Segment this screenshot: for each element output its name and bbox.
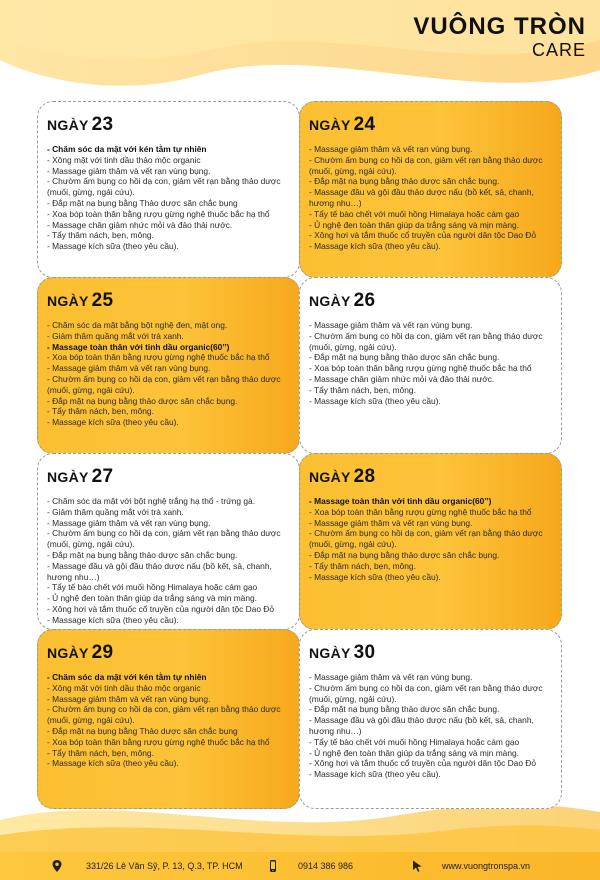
treatment-item: - Massage giảm thâm và vết rạn vùng bụng. <box>47 517 211 528</box>
treatment-item: - Đắp mặt nạ bụng bằng thảo dược săn chắc bụng. <box>309 352 500 363</box>
treatment-item: - Xông mặt với tinh dầu thảo mộc organic <box>47 154 201 165</box>
day-card-27 <box>37 453 300 630</box>
treatment-item: - Chườm ấm bụng co hồi dạ con, giảm vết rạn bằng thảo dược (muối, gừng, ngải cứu). <box>47 373 281 395</box>
day-title: NGÀY 30 <box>309 642 376 663</box>
treatment-item: - Massage giảm thâm và vết rạn vùng bụng. <box>309 672 473 682</box>
treatment-list <box>309 672 555 780</box>
treatment-item: - Massage giảm thâm và vết rạn vùng bụng. <box>309 320 473 330</box>
treatment-item: - Massage toàn thân với tinh dầu organic(60’’) <box>309 496 492 506</box>
day-title: NGÀY 25 <box>47 290 114 311</box>
treatment-item: - Đắp mặt nạ bụng bằng thảo dược săn chắc bụng. <box>309 549 500 560</box>
footer-website <box>410 859 530 873</box>
treatment-item: - Giảm thâm quầng mắt với trà xanh. <box>47 330 184 341</box>
treatment-list <box>47 672 293 769</box>
day-title: NGÀY 28 <box>309 466 376 487</box>
website-link[interactable]: www.vuongtronspa.vn <box>442 861 531 871</box>
brand-title: VUÔNG TRÒN <box>413 13 586 40</box>
treatment-list <box>47 320 293 428</box>
cursor-icon <box>410 859 424 873</box>
treatment-list <box>309 144 555 252</box>
treatment-item: - Massage đầu và gội đầu thảo dược nấu (bồ kết, sả, chanh, hương nhu…) <box>47 560 272 582</box>
treatment-item: - Massage kích sữa (theo yêu cầu). <box>47 417 179 428</box>
day-card-29 <box>37 629 300 809</box>
day-title: NGÀY 23 <box>47 114 114 135</box>
day-card-30 <box>299 629 562 809</box>
treatment-item: - Massage giảm thâm và vết rạn vùng bụng. <box>47 363 211 374</box>
treatment-item: - Massage kích sữa (theo yêu cầu). <box>309 241 441 252</box>
day-card-26 <box>299 277 562 454</box>
address-text: 331/26 Lê Văn Sỹ, P. 13, Q.3, TP. HCM <box>86 861 243 871</box>
treatment-item: - Xoa bóp toàn thân bằng rượu gừng nghệ thuốc bắc hạ thổ <box>47 352 270 363</box>
location-pin-icon <box>50 859 64 873</box>
treatment-item: - Tẩy tế bào chết với muối hồng Himalaya hoặc cám gạo <box>309 736 520 747</box>
day-title: NGÀY 29 <box>47 642 114 663</box>
treatment-item: - Xoa bóp toàn thân bằng rượu gừng nghệ thuốc bắc hạ thổ <box>47 736 270 747</box>
treatment-item: - Tẩy thâm nách, bẹn, mông. <box>309 560 416 571</box>
treatment-item: - Xông mặt với tinh dầu thảo mộc organic <box>47 682 201 693</box>
treatment-item: - Massage chân giảm nhức mỏi và đảo thải nước. <box>47 219 233 230</box>
brand-subtitle: CARE <box>531 40 586 60</box>
treatment-list <box>309 496 555 582</box>
treatment-item: - Đắp mặt nạ bụng bằng Thảo dược săn chắc bụng <box>47 725 238 736</box>
treatment-item: - Chườm ấm bụng co hồi dạ con, giảm vết rạn bằng thảo dược (muối, gừng, ngải cứu). <box>309 528 543 550</box>
treatment-item: - Chăm sóc da mặt với kén tằm tự nhiên <box>47 144 207 154</box>
treatment-item: - Chườm ấm bụng co hồi dạ con, giảm vết rạn bằng thảo dược (muối, gừng, ngải cứu). <box>309 154 543 176</box>
treatment-item: - Ủ nghệ đen toàn thân giúp da trắng sáng và mịn màng. <box>309 219 519 230</box>
footer-bar <box>0 852 600 880</box>
treatment-item: - Massage kích sữa (theo yêu cầu). <box>309 395 441 406</box>
treatment-item: - Xoa bóp toàn thân bằng rượu gừng nghệ thuốc bắc hạ thổ <box>309 363 532 374</box>
day-title: NGÀY 24 <box>309 114 376 135</box>
treatment-item: - Massage giảm thâm và vết rạn vùng bụng. <box>47 693 211 704</box>
treatment-item: - Xoa bóp toàn thân bằng rượu gừng nghệ thuốc bắc hạ thổ <box>309 506 532 517</box>
day-title: NGÀY 26 <box>309 290 376 311</box>
treatment-item: - Massage giảm thâm và vết rạn vùng bụng. <box>309 517 473 528</box>
day-card-25 <box>37 277 300 454</box>
treatment-item: - Đắp mặt nạ bụng bằng thảo dược săn chắc bụng. <box>309 176 500 187</box>
treatment-item: - Đắp mặt nạ bụng bằng thảo dược săn chắc bụng. <box>309 704 500 715</box>
treatment-item: - Chăm sóc da mặt với bột nghệ trắng hạ thổ - trứng gà. <box>47 496 256 506</box>
day-title: NGÀY 27 <box>47 466 114 487</box>
treatment-item: - Đắp mặt nạ bụng bằng thảo dược săn chắc bụng. <box>47 549 238 560</box>
treatment-item: - Ủ nghệ đen toàn thân giúp da trắng sáng và mịn màng. <box>309 747 519 758</box>
treatment-list <box>309 320 555 406</box>
treatment-item: - Massage kích sữa (theo yêu cầu). <box>309 571 441 582</box>
treatment-item: - Massage kích sữa (theo yêu cầu). <box>309 769 441 780</box>
treatment-item: - Tẩy thâm nách, bẹn, mông. <box>47 747 154 758</box>
treatment-item: - Chườm ấm bụng co hồi dạ con, giảm vết rạn bằng thảo dược (muối, gừng, ngải cứu). <box>47 176 281 198</box>
day-card-28 <box>299 453 562 630</box>
treatment-item: - Tẩy thâm nách, bẹn, mông. <box>309 384 416 395</box>
day-card-23 <box>37 101 300 278</box>
treatment-list <box>47 144 293 252</box>
treatment-item: - Chườm ấm bụng co hồi dạ con, giảm vết rạn bằng thảo dược (muối, gừng, ngải cứu). <box>309 682 543 704</box>
day-card-24 <box>299 101 562 278</box>
treatment-item: - Chườm ấm bụng co hồi dạ con, giảm vết rạn bằng thảo dược (muối, gừng, ngải cứu). <box>309 330 543 352</box>
footer-phone <box>266 859 353 873</box>
treatment-item: - Xông hơi và tắm thuốc cổ truyền của người dân tộc Dao Đỏ <box>309 758 537 769</box>
treatment-item: - Đắp mặt nạ bụng bằng thảo dược săn chắc bụng. <box>47 395 238 406</box>
footer-address <box>50 859 243 873</box>
treatment-item: - Chăm sóc da mặt bằng bột nghệ đen, mật ong. <box>47 320 228 330</box>
phone-text[interactable]: 0914 386 986 <box>298 861 354 871</box>
treatment-item: - Tẩy tế bào chết với muối hồng Himalaya hoặc cám gạo <box>309 208 520 219</box>
treatment-item: - Massage kích sữa (theo yêu cầu). <box>47 614 179 625</box>
treatment-item: - Đắp mặt nạ bụng bằng Thảo dược săn chắc bụng <box>47 197 238 208</box>
treatment-item: - Ủ nghệ đen toàn thân giúp da trắng sáng và mịn màng. <box>47 593 257 604</box>
treatment-list <box>47 496 293 626</box>
treatment-item: - Xoa bóp toàn thân bằng rượu gừng nghệ thuốc bắc hạ thổ <box>47 208 270 219</box>
treatment-item: - Massage kích sữa (theo yêu cầu). <box>47 241 179 252</box>
treatment-item: - Xông hơi và tắm thuốc cổ truyền của người dân tộc Dao Đỏ <box>47 603 275 614</box>
treatment-item: - Chườm ấm bụng co hồi dạ con, giảm vết rạn bằng thảo dược (muối, gừng, ngải cứu). <box>47 704 281 726</box>
treatment-item: - Massage đầu và gội đầu thảo dược nấu (bồ kết, sả, chanh, hương nhu…) <box>309 715 534 736</box>
phone-icon <box>266 859 280 873</box>
treatment-item: - Chăm sóc da mặt với kén tằm tự nhiên <box>47 672 207 682</box>
treatment-item: - Massage đầu và gội đầu thảo dược nấu (bồ kết, sả, chanh, hương nhu…) <box>309 187 534 208</box>
treatment-item: - Massage giảm thâm và vết rạn vùng bụng. <box>47 165 211 176</box>
treatment-item: - Tẩy thâm nách, bẹn, mông. <box>47 230 154 241</box>
brand-logo <box>413 14 586 60</box>
treatment-item: - Giảm thâm quầng mắt với trà xanh. <box>47 506 184 517</box>
treatment-item: - Chườm ấm bụng co hồi dạ con, giảm vết rạn bằng thảo dược (muối, gừng, ngải cứu). <box>47 528 281 550</box>
treatment-item: - Xông hơi và tắm thuốc cổ truyền của người dân tộc Dao Đỏ <box>309 230 537 241</box>
treatment-item: - Massage giảm thâm và vết rạn vùng bụng. <box>309 144 473 154</box>
treatment-item: - Massage chân giảm nhức mỏi và đảo thải nước. <box>309 373 495 384</box>
treatment-item: - Massage toàn thân với tinh dầu organic(60’’) <box>47 341 230 352</box>
treatment-item: - Tẩy thâm nách, bẹn, mông. <box>47 406 154 417</box>
treatment-item: - Massage kích sữa (theo yêu cầu). <box>47 758 179 769</box>
treatment-item: - Tẩy tế bào chết với muối hồng Himalaya hoặc cám gạo <box>47 582 258 593</box>
